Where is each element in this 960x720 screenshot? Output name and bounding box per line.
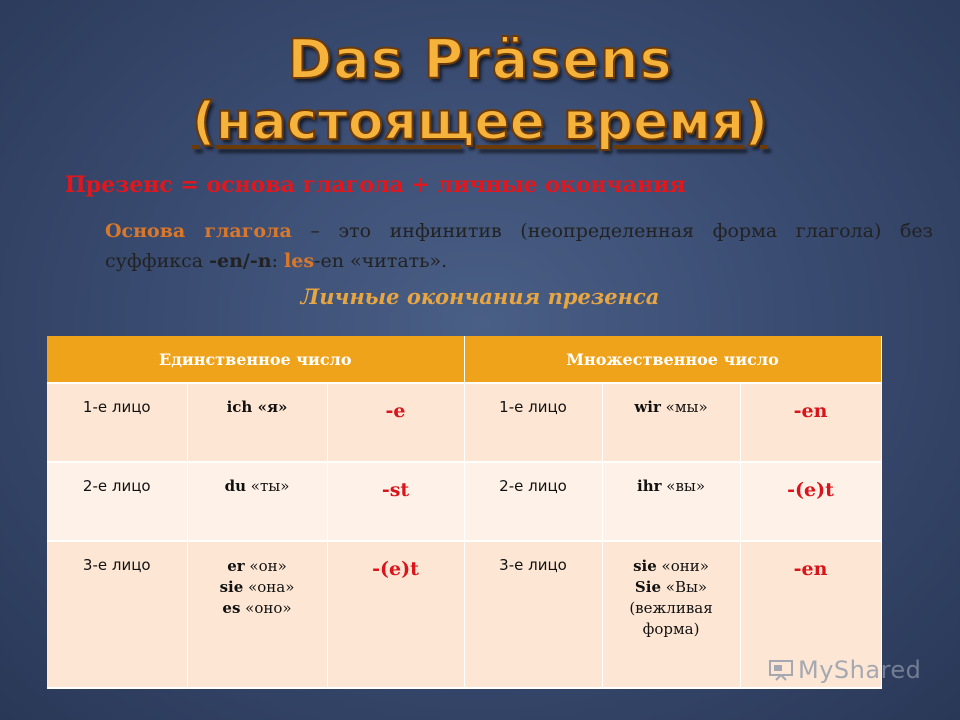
pronoun: ich xyxy=(226,398,253,416)
pronoun-translation: «Вы» xyxy=(661,578,708,596)
pronoun-translation: «мы» xyxy=(660,398,708,416)
ending-cell: -e xyxy=(327,383,464,462)
ending-cell: -en xyxy=(740,541,881,688)
pronoun-translation: «они» xyxy=(656,557,709,575)
ending-cell: -(e)t xyxy=(327,541,464,688)
pronoun-translation: «она» xyxy=(243,578,295,596)
pronoun: wir xyxy=(634,398,661,416)
pronoun: sie xyxy=(219,578,244,596)
pronoun-note: (вежливая xyxy=(629,599,713,617)
pronoun: ihr xyxy=(637,477,662,495)
definition-term: Основа глагола xyxy=(105,220,292,242)
pronoun-translation: «он» xyxy=(244,557,287,575)
person-cell: 1-е лицо xyxy=(47,383,187,462)
person-cell: 2-е лицо xyxy=(47,462,187,541)
slide-subtitle xyxy=(0,92,960,152)
watermark xyxy=(768,656,921,684)
pronoun-translation: «ты» xyxy=(246,477,290,495)
pronoun-cell xyxy=(187,541,327,688)
ending-cell: -st xyxy=(327,462,464,541)
example-stem: les xyxy=(284,250,315,272)
person-cell: 3-е лицо xyxy=(464,541,602,688)
definition-suffix: -en/-n xyxy=(209,250,272,272)
person-cell: 2-е лицо xyxy=(464,462,602,541)
pronoun-cell xyxy=(187,383,327,462)
header-plural: Множественное число xyxy=(464,336,881,383)
subtitle-text: (настоящее время) xyxy=(191,92,769,152)
pronoun: er xyxy=(227,557,245,575)
person-cell: 1-е лицо xyxy=(464,383,602,462)
table-header-row xyxy=(47,336,881,383)
ending-cell: -(e)t xyxy=(740,462,881,541)
pronoun: es xyxy=(222,599,241,617)
slide-title: Das Präsens xyxy=(287,28,673,91)
definition-text-b: : xyxy=(271,250,285,272)
table-row xyxy=(47,383,881,462)
pronoun-cell xyxy=(602,541,740,688)
pronoun: sie xyxy=(633,557,657,575)
pronoun-cell xyxy=(602,462,740,541)
pronoun-line xyxy=(604,577,739,598)
ending-cell: -en xyxy=(740,383,881,462)
formula-text: Презенс = основа глагола + личные окончания xyxy=(65,172,686,198)
table-heading: Личные окончания презенса xyxy=(300,284,660,309)
endings-table xyxy=(47,336,882,689)
table-row xyxy=(47,541,881,688)
pronoun-translation: «вы» xyxy=(661,477,706,495)
pronoun-cell xyxy=(602,383,740,462)
presentation-icon xyxy=(768,659,794,681)
pronoun-translation: «я» xyxy=(252,398,288,416)
pronoun-line xyxy=(604,556,739,577)
person-cell: 3-е лицо xyxy=(47,541,187,688)
pronoun-line xyxy=(189,598,326,619)
definition-text-a: – это инфинитив (неопределенная форма глагола) без суффикса xyxy=(105,220,933,272)
pronoun-cell xyxy=(187,462,327,541)
definition-paragraph xyxy=(105,216,933,276)
pronoun: Sie xyxy=(634,578,661,596)
pronoun: du xyxy=(224,477,247,495)
example-rest: -en «читать». xyxy=(314,250,448,272)
pronoun-note: форма) xyxy=(642,620,700,638)
pronoun-line xyxy=(189,556,326,577)
table-row xyxy=(47,462,881,541)
watermark-text: MyShared xyxy=(798,656,922,684)
header-singular: Единственное число xyxy=(47,336,464,383)
pronoun-line xyxy=(189,577,326,598)
pronoun-translation: «оно» xyxy=(240,599,292,617)
